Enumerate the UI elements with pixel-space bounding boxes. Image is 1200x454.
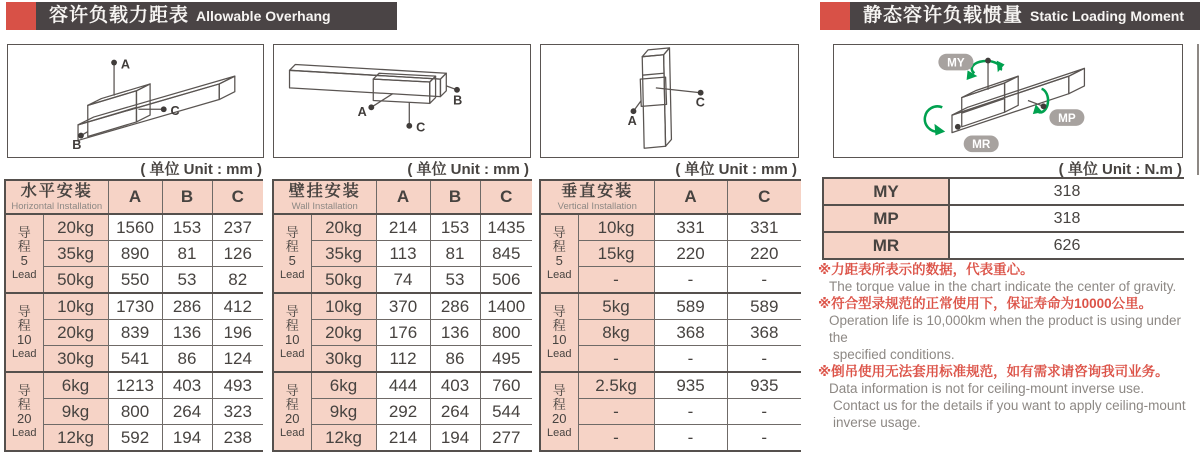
lead-zh-char: 导 xyxy=(552,224,566,240)
table-row xyxy=(540,267,801,294)
value-cell: 112 xyxy=(376,346,430,373)
value-cell: 1730 xyxy=(108,293,162,320)
value-cell: 403 xyxy=(430,372,480,399)
value-cell: 760 xyxy=(480,372,532,399)
table-row xyxy=(273,320,532,346)
value-cell: 53 xyxy=(430,267,480,294)
value-cell: 323 xyxy=(212,399,263,425)
value-cell: 544 xyxy=(480,399,532,425)
wall-installation-table xyxy=(272,179,531,452)
load-cell: 6kg xyxy=(311,372,376,399)
my-badge-label: MY xyxy=(947,56,965,70)
load-cell: 20kg xyxy=(311,214,376,241)
table-title xyxy=(540,180,654,214)
lead-en-label: Lead xyxy=(547,426,572,439)
value-cell: 220 xyxy=(654,241,727,267)
lead-number: 10 xyxy=(17,331,32,347)
value-cell: 541 xyxy=(108,346,162,373)
notes xyxy=(818,261,1198,431)
table-row xyxy=(540,241,801,267)
value-cell: 589 xyxy=(654,293,727,320)
lead-en-label: Lead xyxy=(280,347,305,360)
table-row xyxy=(273,399,532,425)
lead-number: 20 xyxy=(285,410,300,426)
table-row xyxy=(273,214,532,241)
moment-table xyxy=(822,177,1183,260)
column-header: A xyxy=(654,180,727,214)
value-cell: 589 xyxy=(727,293,801,320)
load-cell: 35kg xyxy=(43,241,108,267)
value-cell: 370 xyxy=(376,293,430,320)
value-cell: 368 xyxy=(654,320,727,346)
load-cell: 10kg xyxy=(578,214,654,241)
moment-diagram-box xyxy=(833,44,1183,158)
value-cell: 264 xyxy=(430,399,480,425)
point-c-label: C xyxy=(170,104,180,119)
load-cell: 30kg xyxy=(43,346,108,373)
value-cell: 800 xyxy=(480,320,532,346)
value-cell: 196 xyxy=(212,320,263,346)
table-title-en: Vertical Installation xyxy=(557,200,637,212)
table-row xyxy=(540,346,801,373)
table-title xyxy=(5,180,108,214)
table-row xyxy=(273,241,532,267)
mp-axis-dot xyxy=(1041,103,1047,109)
table-row xyxy=(273,425,532,452)
value-cell: 53 xyxy=(162,267,212,294)
value-cell: 1560 xyxy=(108,214,162,241)
lead-zh-char: 导 xyxy=(285,303,299,319)
column-header: C xyxy=(212,180,263,214)
vertical-installation-table xyxy=(539,179,800,452)
load-cell: 15kg xyxy=(578,241,654,267)
lead-cell xyxy=(273,293,311,372)
value-cell: 277 xyxy=(480,425,532,452)
value-cell: 86 xyxy=(162,346,212,373)
load-cell: 5kg xyxy=(578,293,654,320)
value-cell: - xyxy=(727,267,801,294)
value-cell: 153 xyxy=(162,214,212,241)
value-cell: 845 xyxy=(480,241,532,267)
lead-zh-char: 程 xyxy=(285,238,299,254)
lead-number: 5 xyxy=(20,252,28,268)
lead-zh-char: 导 xyxy=(285,224,299,240)
value-cell: 81 xyxy=(430,241,480,267)
load-cell: 20kg xyxy=(43,320,108,346)
note-en: Operation life is 10,000km when the product is using under the xyxy=(829,313,1181,345)
lead-zh-char: 程 xyxy=(17,317,31,333)
value-cell: 286 xyxy=(430,293,480,320)
value-cell: 493 xyxy=(212,372,263,399)
lead-number: 10 xyxy=(285,331,300,347)
column-header: C xyxy=(727,180,801,214)
lead-zh-char: 导 xyxy=(17,303,31,319)
rail-drawing xyxy=(633,48,700,148)
table-row xyxy=(273,267,532,294)
value-cell: 74 xyxy=(376,267,430,294)
point-c-dot xyxy=(406,123,412,129)
load-cell: 50kg xyxy=(43,267,108,294)
value-cell: 292 xyxy=(376,399,430,425)
lead-zh-char: 导 xyxy=(552,382,566,398)
lead-zh-char: 程 xyxy=(17,396,31,412)
value-cell: 550 xyxy=(108,267,162,294)
load-cell: 30kg xyxy=(311,346,376,373)
lead-en-label: Lead xyxy=(12,426,37,439)
load-cell: - xyxy=(578,399,654,425)
table-row xyxy=(273,346,532,373)
vertical-diagram-box xyxy=(540,44,799,158)
value-cell: 176 xyxy=(376,320,430,346)
allowable-overhang-header xyxy=(36,2,397,30)
value-cell: - xyxy=(654,425,727,452)
value-cell: 403 xyxy=(162,372,212,399)
value-cell: 890 xyxy=(108,241,162,267)
value-cell: 136 xyxy=(162,320,212,346)
load-cell: - xyxy=(578,346,654,373)
load-cell: 9kg xyxy=(311,399,376,425)
table-title-en: Wall Installation xyxy=(291,200,358,212)
lead-zh-char: 程 xyxy=(552,317,566,333)
lead-zh-char: 程 xyxy=(552,238,566,254)
lead-number: 5 xyxy=(288,252,296,268)
lead-number: 10 xyxy=(552,331,567,347)
wall-installation-diagram xyxy=(274,45,529,156)
header-title-zh: 静态容许负载惯量 xyxy=(863,5,1024,26)
lead-en-label: Lead xyxy=(547,347,572,360)
value-cell: 82 xyxy=(212,267,263,294)
table-row xyxy=(5,399,263,425)
page-divider xyxy=(1197,44,1199,175)
lead-zh-char: 导 xyxy=(552,303,566,319)
my-axis-dot xyxy=(985,58,991,64)
value-cell: 194 xyxy=(162,425,212,452)
load-cell: 6kg xyxy=(43,372,108,399)
static-loading-moment-header xyxy=(850,2,1200,30)
moment-value-cell: 318 xyxy=(949,178,1184,205)
static-moment-table xyxy=(822,177,1184,260)
lead-zh-char: 导 xyxy=(17,382,31,398)
lead-cell xyxy=(5,214,43,293)
lead-cell xyxy=(5,372,43,451)
point-a-dot xyxy=(111,60,117,66)
table-row xyxy=(5,293,263,320)
load-cell: 35kg xyxy=(311,241,376,267)
value-cell: 237 xyxy=(212,214,263,241)
value-cell: 113 xyxy=(376,241,430,267)
lead-cell xyxy=(540,293,578,372)
installation-table xyxy=(539,179,801,452)
value-cell: 238 xyxy=(212,425,263,452)
lead-zh-char: 程 xyxy=(17,238,31,254)
load-cell: 9kg xyxy=(43,399,108,425)
value-cell: 1400 xyxy=(480,293,532,320)
point-a-label: A xyxy=(357,105,367,120)
moment-diagram xyxy=(834,45,1181,156)
value-cell: 214 xyxy=(376,425,430,452)
load-cell: 20kg xyxy=(43,214,108,241)
value-cell: 495 xyxy=(480,346,532,373)
table-row xyxy=(823,232,1184,259)
table-row xyxy=(540,372,801,399)
value-cell: - xyxy=(654,267,727,294)
table-row xyxy=(5,346,263,373)
load-cell: 10kg xyxy=(43,293,108,320)
load-cell: 10kg xyxy=(311,293,376,320)
value-cell: 839 xyxy=(108,320,162,346)
table-title-zh: 壁挂安装 xyxy=(288,182,361,200)
value-cell: - xyxy=(727,399,801,425)
table-row xyxy=(823,205,1184,232)
value-cell: 506 xyxy=(480,267,532,294)
mr-badge-label: MR xyxy=(972,138,991,152)
table-row xyxy=(540,399,801,425)
rail-drawing xyxy=(78,63,235,141)
load-cell: 50kg xyxy=(311,267,376,294)
lead-zh-char: 导 xyxy=(17,224,31,240)
header-title-zh: 容许负载力距表 xyxy=(49,5,190,26)
moment-label-cell: MP xyxy=(823,205,949,232)
rail-drawing xyxy=(290,64,457,125)
value-cell: 124 xyxy=(212,346,263,373)
lead-zh-char: 导 xyxy=(285,382,299,398)
table-row xyxy=(5,372,263,399)
point-b-label: B xyxy=(453,93,463,108)
value-cell: 592 xyxy=(108,425,162,452)
column-header: A xyxy=(108,180,162,214)
point-b-dot xyxy=(454,87,460,93)
installation-table xyxy=(272,179,532,452)
value-cell: 81 xyxy=(162,241,212,267)
horizontal-diagram-box xyxy=(7,44,264,158)
table-title-zh: 水平安装 xyxy=(20,182,93,200)
value-cell: 264 xyxy=(162,399,212,425)
column-header: A xyxy=(376,180,430,214)
point-c-label: C xyxy=(695,95,705,110)
value-cell: 1435 xyxy=(480,214,532,241)
point-a-label: A xyxy=(627,113,637,128)
moment-label-cell: MR xyxy=(823,232,949,259)
value-cell: 126 xyxy=(212,241,263,267)
value-cell: 86 xyxy=(430,346,480,373)
point-c-label: C xyxy=(416,120,426,135)
lead-number: 20 xyxy=(552,410,567,426)
table-title xyxy=(273,180,376,214)
wall-diagram-box xyxy=(273,44,531,158)
moment-value-cell: 318 xyxy=(949,205,1184,232)
value-cell: - xyxy=(654,399,727,425)
value-cell: 331 xyxy=(727,214,801,241)
lead-cell xyxy=(5,293,43,372)
load-cell: 20kg xyxy=(311,320,376,346)
point-c-dot xyxy=(161,106,167,112)
unit-label: ( 单位 Unit : mm ) xyxy=(675,161,797,178)
unit-label: ( 单位 Unit : mm ) xyxy=(407,161,529,178)
table-row xyxy=(273,293,532,320)
lead-en-label: Lead xyxy=(280,426,305,439)
note-en: Data information is not for ceiling-mount inverse use. xyxy=(829,381,1145,396)
load-cell: 12kg xyxy=(43,425,108,452)
table-row xyxy=(823,178,1184,205)
lead-zh-char: 程 xyxy=(552,396,566,412)
lead-number: 20 xyxy=(17,410,32,426)
column-header: B xyxy=(430,180,480,214)
table-row xyxy=(540,293,801,320)
header-row xyxy=(273,180,532,214)
load-cell: - xyxy=(578,425,654,452)
note-en: inverse usage. xyxy=(833,415,921,430)
value-cell: 935 xyxy=(727,372,801,399)
table-row xyxy=(5,320,263,346)
note-en: Contact us for the details if you want to apply ceiling-mount xyxy=(833,398,1186,413)
red-accent-square xyxy=(6,2,36,30)
table-row xyxy=(5,214,263,241)
vertical-installation-diagram xyxy=(541,45,797,156)
load-cell: 12kg xyxy=(311,425,376,452)
table-row xyxy=(5,425,263,452)
header-title-en: Allowable Overhang xyxy=(196,8,331,24)
horizontal-installation-diagram xyxy=(8,45,262,156)
note-zh: ※符合型录规范的正常使用下，保证寿命为10000公里。 xyxy=(818,296,1153,311)
value-cell: 800 xyxy=(108,399,162,425)
header-row xyxy=(540,180,801,214)
note-zh: ※倒吊使用无法套用标准规范，如有需求请咨询我司业务。 xyxy=(818,364,1169,379)
table-title-en: Horizontal Installation xyxy=(11,200,103,212)
lead-cell xyxy=(273,214,311,293)
value-cell: 368 xyxy=(727,320,801,346)
table-row xyxy=(5,241,263,267)
value-cell: 1213 xyxy=(108,372,162,399)
value-cell: - xyxy=(727,425,801,452)
load-cell: - xyxy=(578,267,654,294)
lead-number: 5 xyxy=(555,252,563,268)
load-cell: 2.5kg xyxy=(578,372,654,399)
value-cell: 136 xyxy=(430,320,480,346)
red-accent-square xyxy=(820,2,850,30)
unit-label: ( 单位 Unit : mm ) xyxy=(140,161,262,178)
value-cell: 444 xyxy=(376,372,430,399)
table-title-zh: 垂直安装 xyxy=(561,182,634,200)
point-a-dot xyxy=(368,104,374,110)
value-cell: 331 xyxy=(654,214,727,241)
table-row xyxy=(273,372,532,399)
point-a-label: A xyxy=(120,57,131,72)
value-cell: 153 xyxy=(430,214,480,241)
table-row xyxy=(540,320,801,346)
value-cell: 214 xyxy=(376,214,430,241)
value-cell: 412 xyxy=(212,293,263,320)
lead-en-label: Lead xyxy=(12,268,37,281)
lead-cell xyxy=(540,214,578,293)
lead-cell xyxy=(540,372,578,451)
table-row xyxy=(5,267,263,294)
horizontal-installation-table xyxy=(4,179,262,452)
value-cell: 935 xyxy=(654,372,727,399)
value-cell: - xyxy=(654,346,727,373)
mr-axis-dot xyxy=(955,124,961,130)
note-en: The torque value in the chart indicate the center of gravity. xyxy=(829,279,1177,294)
point-b-label: B xyxy=(72,138,82,153)
column-header: C xyxy=(480,180,532,214)
moment-value-cell: 626 xyxy=(949,232,1184,259)
lead-zh-char: 程 xyxy=(285,317,299,333)
mp-badge-label: MP xyxy=(1058,111,1076,125)
table-row xyxy=(540,214,801,241)
installation-table xyxy=(4,179,263,452)
note-zh: ※力距表所表示的数据，代表重心。 xyxy=(818,262,1034,277)
value-cell: 286 xyxy=(162,293,212,320)
value-cell: - xyxy=(727,346,801,373)
header-title-en: Static Loading Moment xyxy=(1030,8,1185,24)
lead-zh-char: 程 xyxy=(285,396,299,412)
lead-cell xyxy=(273,372,311,451)
value-cell: 194 xyxy=(430,425,480,452)
column-header: B xyxy=(162,180,212,214)
lead-en-label: Lead xyxy=(12,347,37,360)
load-cell: 8kg xyxy=(578,320,654,346)
lead-en-label: Lead xyxy=(547,268,572,281)
moment-label-cell: MY xyxy=(823,178,949,205)
moment-badges xyxy=(938,54,1084,152)
note-en: specified conditions. xyxy=(833,347,955,362)
header-row xyxy=(5,180,263,214)
value-cell: 220 xyxy=(727,241,801,267)
lead-en-label: Lead xyxy=(280,268,305,281)
unit-label: ( 单位 Unit : N.m ) xyxy=(1058,161,1182,178)
table-row xyxy=(540,425,801,452)
